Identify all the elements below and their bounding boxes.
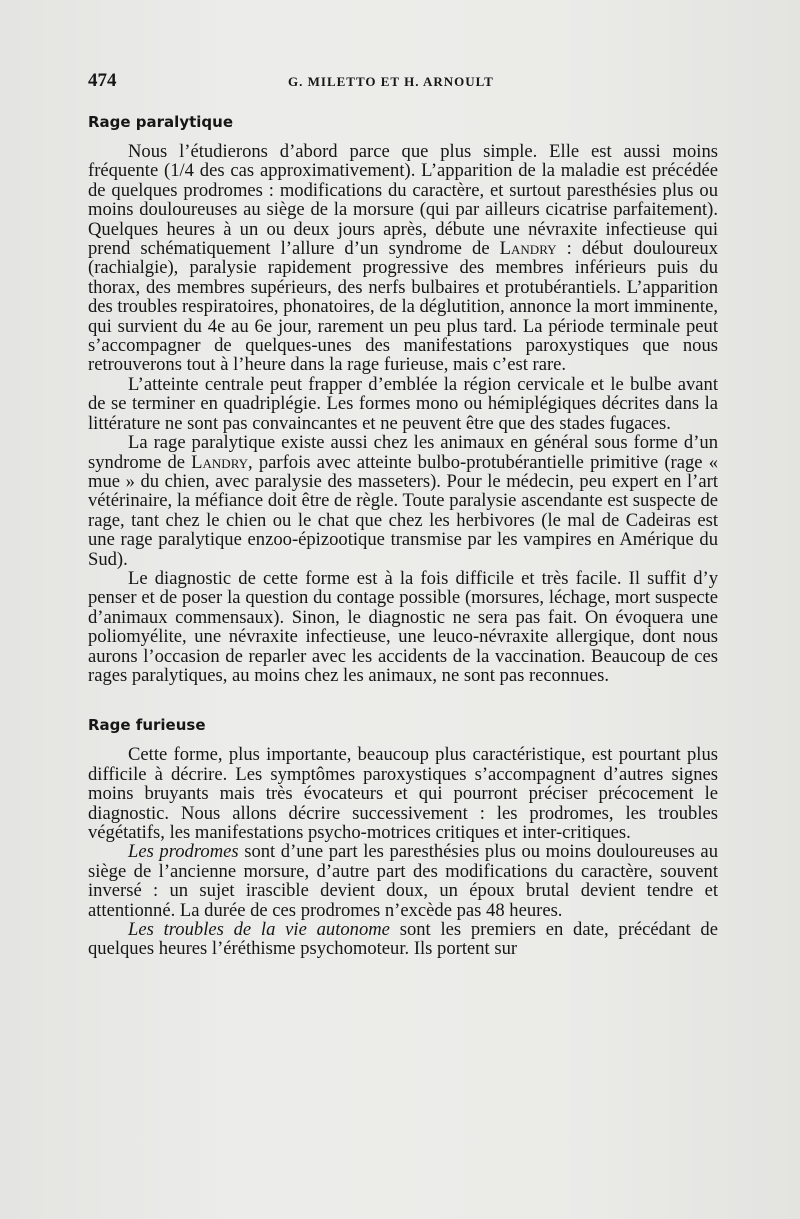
page-body bbox=[88, 110, 718, 959]
smallcaps-text: Landry bbox=[191, 451, 249, 473]
text-run: sont d’une part les paresthésies plus ou moins douloureuses au siège de l’ancienne morsure, d’autre part des modifications du caractère, souvent inversé : un sujet irascible devient doux, un époux brutal devient tendre et attentionné. La durée de ces prodromes n’excède pas 48 heures. bbox=[88, 841, 718, 921]
italic-text: Les prodromes bbox=[128, 841, 239, 863]
text-run: Nous l’étudierons d’abord parce que plus simple. Elle est aussi moins fréquente (1/4 des cas approximativement). L’apparition de la maladie est précédée de quelques prodromes : modifications du caractère, et surtout paresthésies plus ou moins douloureuses au siège de la morsure (qui par ailleurs cicatrise parfaitement). Quelques heures à un ou deux jours après, débute une névraxite infectieuse qui prend schématiquement l’allure d’un syndrome de bbox=[88, 141, 718, 260]
text-run: sont les premiers en date, précédant de quelques heures l’éréthisme psychomoteur. Ils portent sur bbox=[88, 919, 718, 960]
text-run: Cette forme, plus importante, beaucoup plus caractéristique, est pourtant plus difficile à décrire. Les symptômes paroxystiques s’accompagnent d’autres signes moins bruyants mais très évocateurs et qui pourront préciser précocement le diagnostic. Nous allons décrire successivement : les prodromes, les troubles végétatifs, les manifestations psycho-motrices critiques et inter-critiques. bbox=[88, 744, 718, 843]
section-title: Rage furieuse bbox=[88, 716, 206, 735]
paragraph bbox=[88, 842, 718, 920]
section-title: Rage paralytique bbox=[88, 113, 234, 131]
paragraph bbox=[88, 142, 718, 375]
text-run: , parfois avec atteinte bulbo-protubérantielle primitive (rage « mue » du chien, avec paralysie des masseters). Pour le médecin, peu expert en l’art vétérinaire, la méfiance doit être de règle. Toute paralysie ascendante est suspecte de rage, tant chez le chien ou le chat que chez les herbivores (le mal de Cadeiras est une rage paralytique enzoo-épizootique transmise par les vampires en Amérique du Sud). bbox=[88, 451, 718, 570]
page-number: 474 bbox=[88, 70, 117, 91]
paragraph bbox=[88, 920, 718, 959]
page-header bbox=[88, 70, 718, 94]
text-run: : début douloureux (rachialgie), paralysie rapidement progressive des membres inférieurs puis du thorax, des membres supérieurs, des nerfs bulbaires et protubérantiels. L’apparition des troubles respiratoires, phonatoires, de la déglutition, annonce la mort imminente, qui survient du 4e au 6e jour, rarement un peu plus tard. La période terminale peut s’accompagner de quelques-unes des manifestations paroxystiques que nous retrouverons tout à l’heure dans la rage furieuse, mais c’est rare. bbox=[88, 238, 719, 376]
paragraph bbox=[88, 745, 718, 842]
text-run: Le diagnostic de cette forme est à la fois difficile et très facile. Il suffit d’y penser et de poser la question du contage possible (morsures, léchage, mort suspecte d’animaux commensaux). Sinon, le diagnostic ne sera pas fait. On évoquera une poliomyélite, une névraxite infectieuse, une leuco-névraxite allergique, dont nous aurons l’occasion de reparler avec les accidents de la vaccination. Beaucoup de ces rages paralytiques, au moins chez les animaux, ne sont pas reconnues. bbox=[88, 567, 718, 686]
running-head: G. MILETTO ET H. ARNOULT bbox=[288, 74, 494, 89]
italic-text: Les troubles de la vie autonome bbox=[128, 919, 390, 941]
paragraph bbox=[88, 433, 718, 569]
paragraph bbox=[88, 569, 718, 685]
paragraph bbox=[88, 375, 718, 433]
smallcaps-text: Landry bbox=[499, 238, 557, 260]
text-run: L’atteinte centrale peut frapper d’emblée la région cervicale et le bulbe avant de se terminer en quadriplégie. Les formes mono ou hémiplégiques décrites dans la littérature ne sont pas convaincantes et ne peuvent être que des stades fugaces. bbox=[88, 373, 718, 434]
text-run: La rage paralytique existe aussi chez les animaux en général sous forme d’un syndrome de bbox=[88, 432, 718, 473]
